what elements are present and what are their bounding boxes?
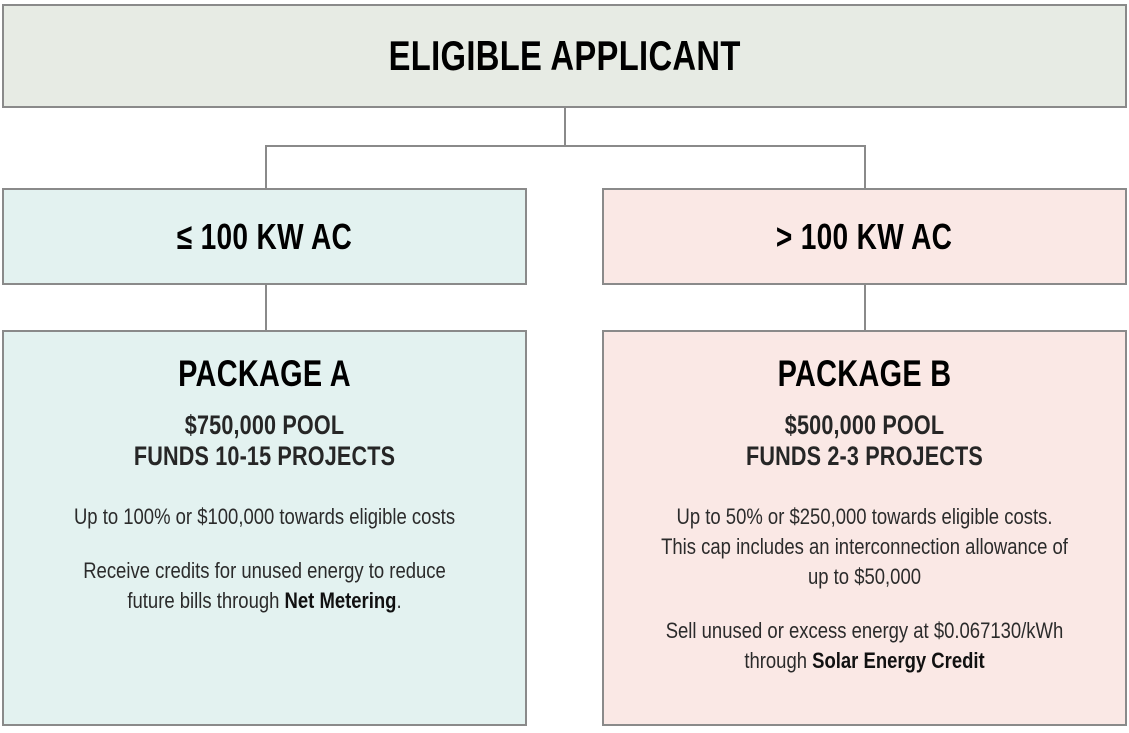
- package-b-paragraph-1: Up to 50% or $250,000 towards eligible costs. This cap includes an interconnection allowance of up to $50,000: [661, 504, 1068, 589]
- package-a-title: PACKAGE A: [178, 353, 351, 394]
- node-eligible-applicant-label: ELIGIBLE APPLICANT: [388, 32, 741, 79]
- connector-horizontal-bar: [265, 145, 866, 147]
- node-package-b: [602, 330, 1127, 726]
- package-b-stats: [622, 410, 1107, 472]
- connector-drop-left: [265, 145, 267, 190]
- package-a-pool: $750,000 POOL: [184, 410, 345, 440]
- package-b-title: PACKAGE B: [777, 353, 952, 394]
- node-branch-over-100kw-label: > 100 KW AC: [776, 215, 953, 257]
- node-branch-under-100kw: [2, 188, 527, 285]
- package-a-projects: FUNDS 10-15 PROJECTS: [133, 441, 396, 471]
- connector-root-trunk: [564, 108, 566, 146]
- node-branch-under-100kw-label: ≤ 100 KW AC: [176, 215, 353, 257]
- package-a-paragraph-1: Up to 100% or $100,000 towards eligible costs: [73, 504, 456, 529]
- package-a-stats: [22, 410, 507, 472]
- connector-drop-right: [864, 145, 866, 190]
- node-branch-over-100kw: [602, 188, 1127, 285]
- package-b-pool: $500,000 POOL: [784, 410, 945, 440]
- package-b-paragraph-2-emphasis: Solar Energy Credit: [812, 648, 985, 673]
- connector-branch-to-package-left: [265, 285, 267, 331]
- node-eligible-applicant: [2, 4, 1127, 108]
- package-b-projects: FUNDS 2-3 PROJECTS: [746, 441, 983, 471]
- package-a-paragraph-2-emphasis: Net Metering: [284, 588, 397, 613]
- package-a-paragraph-2-suffix: .: [396, 588, 402, 613]
- package-b-paragraph-2-prefix: Sell unused or excess energy at $0.067130/kWh through: [665, 618, 1064, 673]
- package-b-paragraph-2: [661, 616, 1068, 676]
- connector-branch-to-package-right: [864, 285, 866, 331]
- node-package-a: [2, 330, 527, 726]
- package-a-paragraph-2: [61, 556, 468, 616]
- package-a-paragraph-2-prefix: Receive credits for unused energy to reduce future bills through: [83, 558, 446, 613]
